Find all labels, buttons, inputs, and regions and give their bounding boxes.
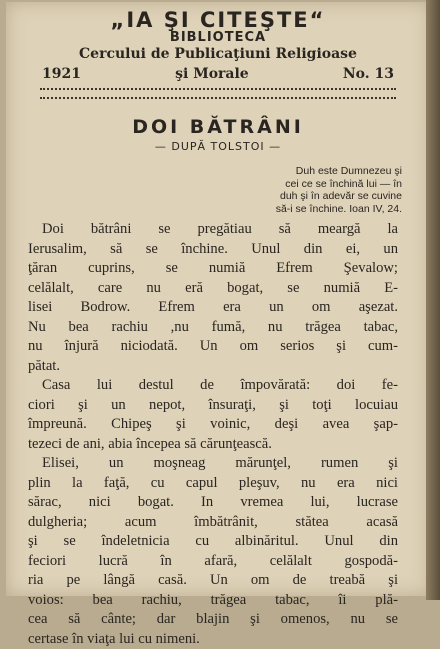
book-page bbox=[6, 2, 430, 596]
issue-year: 1921 bbox=[42, 66, 81, 82]
text-line: cea să cânte; dar blajin şi omenos, nu se bbox=[28, 610, 398, 630]
paragraph-3 bbox=[28, 454, 398, 649]
text-line: certase în viaţa lui cu nimeni. bbox=[28, 630, 398, 649]
epigraph-line: cei ce se închină lui — în bbox=[196, 178, 402, 191]
text-line: Elisei, un moşneag mărunţel, rumen şi bbox=[28, 454, 398, 474]
paragraph-1 bbox=[28, 220, 398, 376]
story-author: — DUPĂ TOLSTOI — bbox=[6, 140, 430, 153]
header-divider bbox=[40, 88, 396, 99]
text-line: sărac, nici bogat. In vremea lui, lucrase bbox=[28, 493, 398, 513]
text-line: şi se îndeletnicia cu albinăritul. Unul din bbox=[28, 532, 398, 552]
text-line: ciori şi un nepot, însuraţi, şi toţi locuiau bbox=[28, 396, 398, 416]
text-line: ţăran cuprins, se numiă Efrem Şevalow; bbox=[28, 259, 398, 279]
story-body bbox=[28, 220, 398, 649]
text-line: Casa lui destul de împovărată: doi fe- bbox=[28, 376, 398, 396]
text-line: dulgheria; acum îmbătrânit, stătea acasă bbox=[28, 513, 398, 533]
text-line: Doi bătrâni se pregătiau să meargă la bbox=[28, 220, 398, 240]
text-line: tezeci de ani, abia începea să cărunţească. bbox=[28, 435, 398, 455]
epigraph bbox=[196, 165, 402, 215]
epigraph-line: să-i se închine. Ioan IV, 24. bbox=[196, 203, 402, 216]
series-title: „IA ŞI CITEŞTE“ bbox=[6, 8, 430, 32]
epigraph-line: Duh este Dumnezeu şi bbox=[196, 165, 402, 178]
text-line: împreună. Chipeş şi voinic, deşi avea şap- bbox=[28, 415, 398, 435]
epigraph-line: duh şi în adevăr se cuvine bbox=[196, 190, 402, 203]
publisher-line: Cercului de Publicaţiuni Religioase bbox=[6, 46, 430, 62]
text-line: Ierusalim, să se închine. Unul din ei, un bbox=[28, 240, 398, 260]
text-line: nu înjură niciodată. Un om serios şi cum- bbox=[28, 337, 398, 357]
story-title: DOI BĂTRÂNI bbox=[6, 116, 430, 138]
publisher-line-2: şi Morale bbox=[175, 66, 249, 82]
text-line: plin la faţă, cu capul pleşuv, nu era nici bbox=[28, 474, 398, 494]
text-line: pătat. bbox=[28, 357, 398, 377]
text-line: celălalt, care nu eră bogat, se numiă E- bbox=[28, 279, 398, 299]
issue-number: No. 13 bbox=[343, 66, 394, 82]
text-line: voios: bea rachiu, trăgea tabac, îi plă- bbox=[28, 591, 398, 611]
issue-row bbox=[42, 66, 394, 82]
text-line: lisei Bodrow. Efrem era un om aşezat. bbox=[28, 298, 398, 318]
book-spine-edge bbox=[426, 0, 440, 600]
series-subtitle: BIBLIOTECA bbox=[6, 30, 430, 45]
text-line: Nu bea rachiu ,nu fumă, nu trăgea tabac, bbox=[28, 318, 398, 338]
text-line: feciori lucră în afară, celălalt gospodă- bbox=[28, 552, 398, 572]
paragraph-2 bbox=[28, 376, 398, 454]
text-line: ria pe lângă casă. Un om de treabă şi bbox=[28, 571, 398, 591]
